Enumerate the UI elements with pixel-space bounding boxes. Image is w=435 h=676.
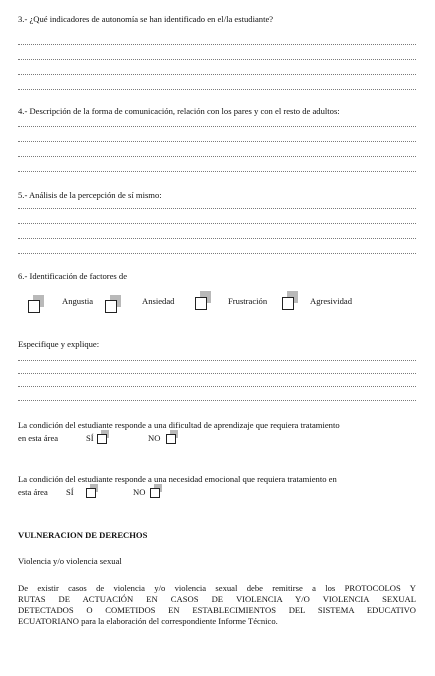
- emotional-no-label: NO: [133, 487, 146, 497]
- answer-line[interactable]: [18, 89, 416, 90]
- section-heading: VULNERACION DE DERECHOS: [18, 530, 148, 540]
- option-label-agresividad: Agresividad: [310, 296, 353, 306]
- answer-line[interactable]: [18, 208, 416, 209]
- answer-line[interactable]: [18, 59, 416, 60]
- question-6: 6.- Identificación de factores de: [18, 271, 128, 281]
- answer-line[interactable]: [18, 386, 416, 387]
- question-4: 4.- Descripción de la forma de comunicación, relación con los pares y con el resto de adultos:: [18, 106, 340, 116]
- question-5: 5.- Análisis de la percepción de sí mismo:: [18, 190, 162, 200]
- learning-no-label: NO: [148, 433, 161, 443]
- section-subheading: Violencia y/o violencia sexual: [18, 556, 122, 566]
- emotional-yes-checkbox[interactable]: [86, 488, 96, 498]
- answer-line[interactable]: [18, 171, 416, 172]
- checkbox-agresividad[interactable]: [282, 297, 294, 310]
- emotional-yes-label: SÍ: [66, 487, 74, 497]
- emotional-area-label: esta área: [18, 487, 48, 497]
- answer-line[interactable]: [18, 156, 416, 157]
- learning-statement: La condición del estudiante responde a una dificultad de aprendizaje que requiera tratamiento: [18, 420, 340, 430]
- answer-line[interactable]: [18, 360, 416, 361]
- paragraph-line: DETECTADOS O COMETIDOS EN ESTABLECIMIENTOS DEL SISTEMA EDUCATIVO: [18, 605, 416, 615]
- answer-line[interactable]: [18, 74, 416, 75]
- option-label-frustracion: Frustración: [228, 296, 268, 306]
- answer-line[interactable]: [18, 400, 416, 401]
- paragraph-line: RUTAS DE ACTUACIÓN EN CASOS DE VIOLENCIA Y/O VIOLENCIA SEXUAL: [18, 594, 416, 604]
- emotional-no-checkbox[interactable]: [150, 488, 160, 498]
- option-label-ansiedad: Ansiedad: [142, 296, 175, 306]
- paragraph-line: ECUATORIANO para la elaboración del correspondiente Informe Técnico.: [18, 616, 278, 626]
- checkbox-angustia[interactable]: [28, 300, 40, 313]
- answer-line[interactable]: [18, 373, 416, 374]
- answer-line[interactable]: [18, 44, 416, 45]
- emotional-statement: La condición del estudiante responde a una necesidad emocional que requiera tratamiento en: [18, 474, 337, 484]
- learning-no-checkbox[interactable]: [166, 434, 176, 444]
- option-label-angustia: Angustia: [62, 296, 94, 306]
- answer-line[interactable]: [18, 253, 416, 254]
- specify-label: Especifique y explique:: [18, 339, 100, 349]
- learning-area-label: en esta área: [18, 433, 59, 443]
- answer-line[interactable]: [18, 126, 416, 127]
- answer-line[interactable]: [18, 238, 416, 239]
- checkbox-frustracion[interactable]: [195, 297, 207, 310]
- paragraph-line: De existir casos de violencia y/o violencia sexual debe remitirse a los PROTOCOLOS Y: [18, 583, 416, 593]
- checkbox-ansiedad[interactable]: [105, 300, 117, 313]
- learning-yes-checkbox[interactable]: [97, 434, 107, 444]
- answer-line[interactable]: [18, 141, 416, 142]
- learning-yes-label: SÍ: [86, 433, 94, 443]
- answer-line[interactable]: [18, 223, 416, 224]
- question-3: 3.- ¿Qué indicadores de autonomía se han identificado en el/la estudiante?: [18, 14, 274, 24]
